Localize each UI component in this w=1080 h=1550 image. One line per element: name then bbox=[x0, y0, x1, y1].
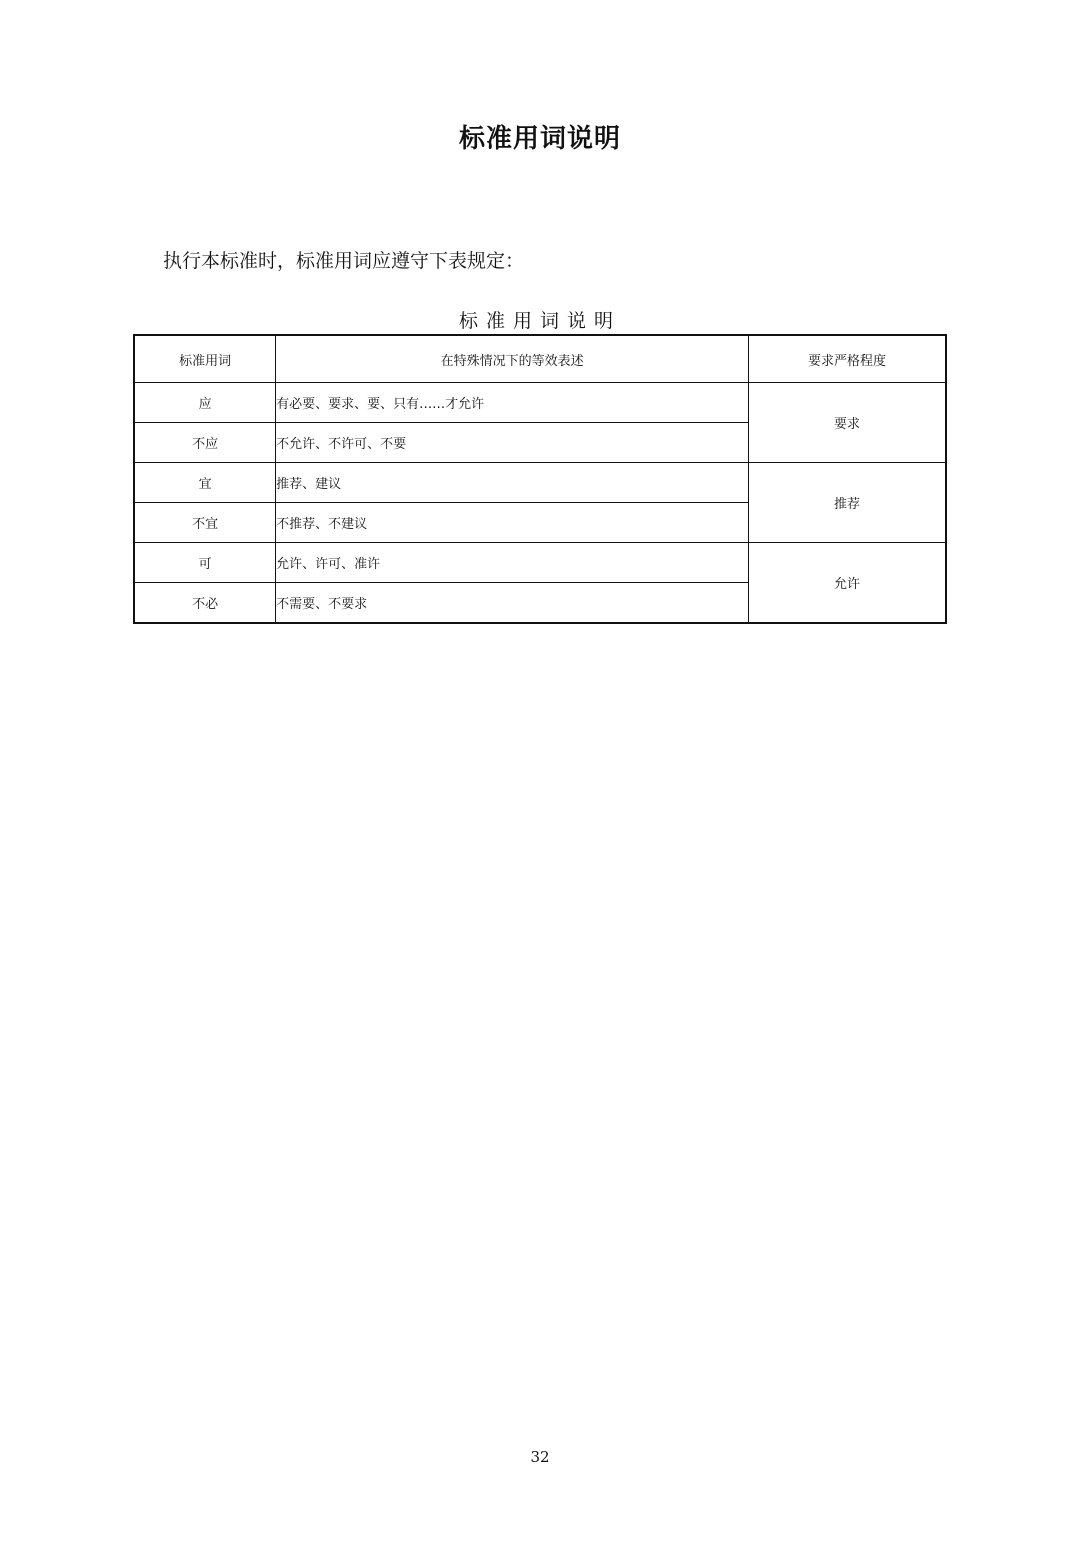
strictness-cell: 允许 bbox=[748, 543, 946, 624]
table-row bbox=[134, 383, 946, 423]
page-title: 标准用词说明 bbox=[458, 124, 621, 154]
page-number: 32 bbox=[530, 1448, 550, 1466]
term-cell: 不必 bbox=[134, 583, 276, 624]
header-term: 标准用词 bbox=[134, 335, 276, 383]
equivalent-cell: 不推荐、不建议 bbox=[276, 503, 749, 543]
equivalent-cell: 推荐、建议 bbox=[276, 463, 749, 503]
term-cell: 宜 bbox=[134, 463, 276, 503]
header-equivalent: 在特殊情况下的等效表述 bbox=[276, 335, 749, 383]
term-cell: 可 bbox=[134, 543, 276, 583]
equivalent-cell: 不需要、不要求 bbox=[276, 583, 749, 624]
equivalent-cell: 有必要、要求、要、只有……才允许 bbox=[276, 383, 749, 423]
header-strictness: 要求严格程度 bbox=[748, 335, 946, 383]
equivalent-cell: 不允许、不许可、不要 bbox=[276, 423, 749, 463]
strictness-cell: 要求 bbox=[748, 383, 946, 463]
table-caption: 标准用词说明 bbox=[458, 310, 621, 332]
strictness-cell: 推荐 bbox=[748, 463, 946, 543]
term-cell: 不宜 bbox=[134, 503, 276, 543]
standard-terms-table bbox=[133, 334, 947, 624]
term-cell: 应 bbox=[134, 383, 276, 423]
equivalent-cell: 允许、许可、准许 bbox=[276, 543, 749, 583]
term-cell: 不应 bbox=[134, 423, 276, 463]
table-row bbox=[134, 463, 946, 503]
table-header-row bbox=[134, 335, 946, 383]
intro-text: 执行本标准时，标准用词应遵守下表规定： bbox=[163, 250, 525, 272]
table-row bbox=[134, 543, 946, 583]
